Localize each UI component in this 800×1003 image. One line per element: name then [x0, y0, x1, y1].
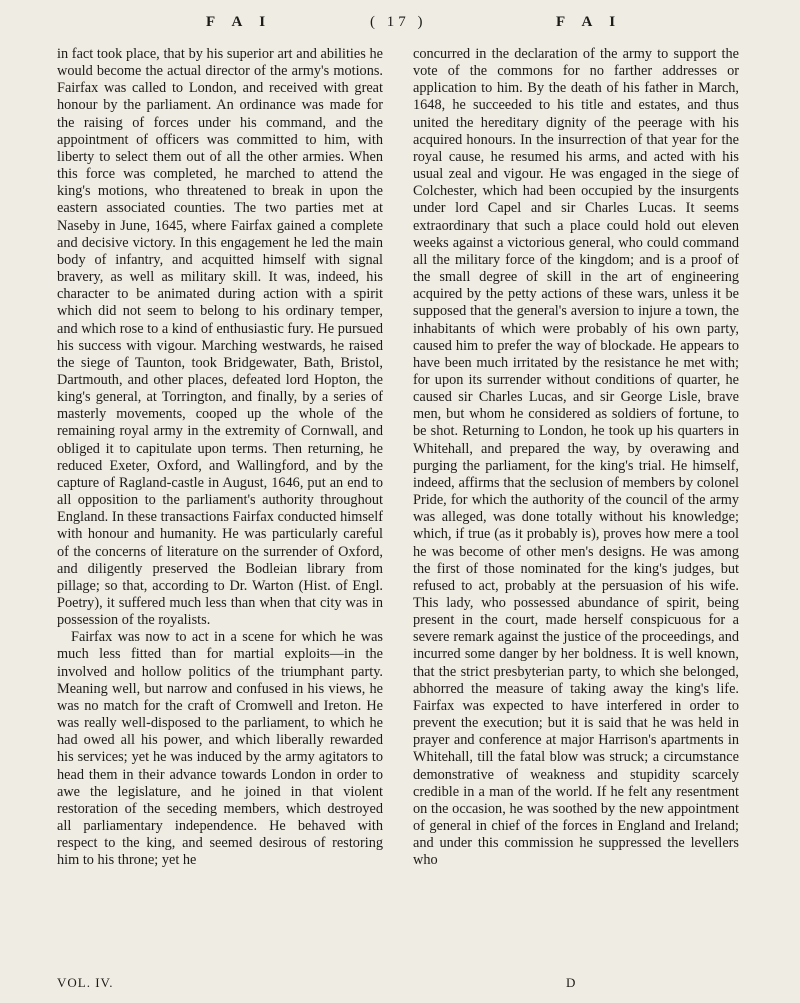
page-footer [0, 975, 800, 993]
header-right-word: F A I [556, 14, 623, 30]
left-column [57, 46, 383, 870]
right-column [413, 46, 739, 870]
running-header [0, 14, 800, 38]
left-column-paragraph-1: in fact took place, that by his superior art and abilities he would become the actual director of the army's motions. Fairfax was called to London, and received with great honour by the parliament. An ordinance was made for the raising of forces under his command, and the appointment of officers was committed to him, with liberty to select them out of all the other armies. When this force was completed, he marched to attend the king's motions, who threatened to break in upon the eastern associated counties. The two parties met at Naseby in June, 1645, where Fairfax gained a complete and decisive victory. In this engagement he led the main body of infantry, and acquitted himself with signal bravery, as well as military skill. It was, indeed, his character to be animated during action with a spirit which did not seem to belong to his ordinary temper, and which rose to a kind of enthusiastic fury. He pursued his success with vigour. Marching westwards, he raised the siege of Taunton, took Bridgewater, Bath, Bristol, Dartmouth, and other places, defeated lord Hopton, the king's general, at Torrington, and finally, by a series of masterly movements, cooped up the whole of the remaining royal army in the extremity of Cornwall, and obliged it to capitulate upon terms. Then returning, he reduced Exeter, Oxford, and Wallingford, and by the capture of Ragland-castle in August, 1646, put an end to all opposition to the parliament's authority throughout England. In these transactions Fairfax conducted himself with honour and humanity. He was particularly careful of the concerns of literature on the surrender of Oxford, and diligently preserved the Bodleian library from pillage; so that, according to Dr. Warton (Hist. of Engl. Poetry), it suffered much less than when that city was in possession of the royalists. [57, 46, 383, 629]
volume-label: VOL. IV. [57, 975, 114, 990]
page-number: ( 17 ) [370, 14, 427, 30]
signature-mark: D [566, 975, 576, 990]
left-column-paragraph-2: Fairfax was now to act in a scene for which he was much less fitted than for martial exploits—in the involved and hollow politics of the triumphant party. Meaning well, but narrow and confused in his views, he was no match for the craft of Cromwell and Ireton. He was really well-disposed to the parliament, to which he had owed all his power, and which liberally rewarded his services; yet he was induced by the army agitators to head them in their advance towards London in order to awe the legislature, and he joined in that violent restoration of the seceding members, which destroyed all parliamentary independence. He behaved with respect to the king, and seemed desirous of restoring him to his throne; yet he [57, 629, 383, 869]
header-left-word: F A I [206, 14, 273, 30]
right-column-paragraph-1: concurred in the declaration of the army to support the vote of the commons for no farther addresses or application to him. By the death of his father in March, 1648, he succeeded to his title and estates, and thus united the hereditary dignity of the peerage with his acquired honours. In the insurrection of that year for the royal cause, he resumed his arms, and acted with his usual zeal and vigour. He was engaged in the siege of Colchester, which had been occupied by the insurgents under lord Capel and sir Charles Lucas. It seems extraordinary that such a place could hold out eleven weeks against a victorious general, who could command all the military force of the kingdom; and is a proof of the small degree of skill in the art of engineering acquired by the petty actions of these wars, unless it be supposed that the general's aversion to injure a town, the inhabitants of which were probably of his own party, caused him to prefer the way of blockade. He appears to have been much irritated by the resistance he met with; for upon its surrender without conditions of quarter, he caused sir Charles Lucas, and sir George Lisle, brave men, but whom he considered as soldiers of fortune, to be shot. Returning to London, he took up his quarters in Whitehall, and prepared the way, by overawing and purging the parliament, for the king's trial. He himself, indeed, affirms that the seclusion of members by colonel Pride, for which the authority of the council of the army was alleged, was done totally without his knowledge; which, if true (as it probably is), proves how mere a tool he was become of other men's designs. He was among the first of those nominated for the king's judges, but refused to act, probably at the persuasion of his wife. This lady, who possessed abundance of spirit, being present in the court, made herself conspicuous for a severe remark against the justice of the proceedings, and incurred some danger by her boldness. It is well known, that the strict presbyterian party, to which she belonged, abhorred the measure of taking away the king's life. Fairfax was expected to have interfered in order to prevent the execution; but it is said that he was held in prayer and conference at major Harrison's apartments in Whitehall, till the fatal blow was struck; a circumstance demonstrative of weakness and stupidity scarcely credible in a man of the world. If he felt any resentment on the occasion, he was soothed by the new appointment of general in chief of the forces in England and Ireland; and under this commission he suppressed the levellers who [413, 46, 739, 869]
